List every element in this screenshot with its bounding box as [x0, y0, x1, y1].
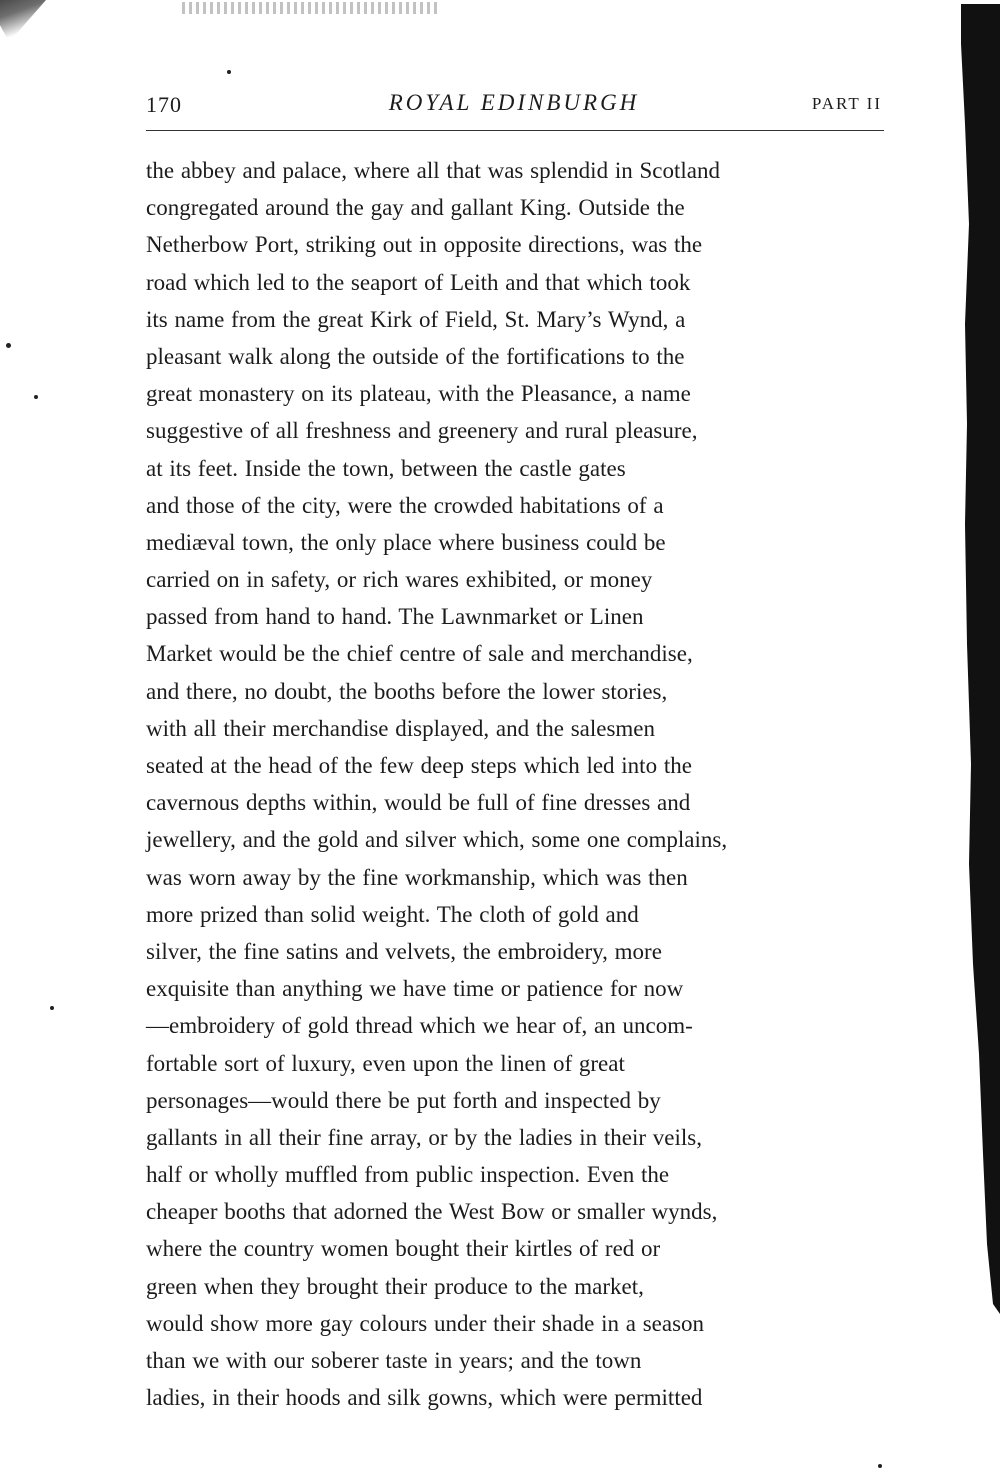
- text-line: fortable sort of luxury, even upon the linen of great: [146, 1050, 625, 1076]
- part-label: PART II: [811, 94, 882, 113]
- text-line: more prized than solid weight. The cloth of gold and: [146, 901, 639, 927]
- text-line: and those of the city, were the crowded habitations of a: [146, 492, 664, 518]
- scan-speck: [6, 343, 11, 348]
- text-line: pleasant walk along the outside of the fortifications to the: [146, 343, 685, 369]
- text-line: Netherbow Port, striking out in opposite directions, was the: [146, 232, 703, 258]
- text-line: congregated around the gay and gallant King. Outside the: [146, 195, 685, 221]
- text-line: its name from the great Kirk of Field, St. Mary’s Wynd, a: [146, 306, 686, 332]
- running-title: ROYAL EDINBURGH: [388, 90, 640, 115]
- scan-speck: [50, 1006, 54, 1010]
- binding-shadow-shape: [957, 4, 1000, 1314]
- text-line: with all their merchandise displayed, and the salesmen: [146, 715, 656, 741]
- text-line: where the country women bought their kirtles of red or: [146, 1236, 661, 1262]
- binding-shadow-edge: [957, 4, 1000, 1314]
- text-line: Market would be the chief centre of sale and merchandise,: [146, 641, 693, 667]
- text-line: mediæval town, the only place where business could be: [146, 529, 666, 555]
- scan-top-specks: [182, 2, 440, 14]
- text-line: silver, the fine satins and velvets, the embroidery, more: [146, 938, 662, 964]
- text-line: than we with our soberer taste in years; and the town: [146, 1348, 642, 1373]
- text-line: exquisite than anything we have time or patience for now: [146, 976, 684, 1002]
- text-line: jewellery, and the gold and silver which, some one complains,: [146, 827, 728, 853]
- text-line: suggestive of all freshness and greenery and rural pleasure,: [146, 418, 698, 444]
- running-header: [146, 88, 882, 124]
- text-line: and there, no doubt, the booths before the lower stories,: [146, 678, 668, 704]
- text-line: road which led to the seaport of Leith and that which took: [146, 269, 691, 295]
- text-line: at its feet. Inside the town, between the castle gates: [146, 455, 626, 481]
- text-line: green when they brought their produce to the market,: [146, 1273, 644, 1299]
- text-line: passed from hand to hand. The Lawnmarket or Linen: [146, 604, 644, 630]
- text-line: seated at the head of the few deep steps which led into the: [146, 753, 692, 778]
- text-line: gallants in all their fine array, or by the ladies in their veils,: [146, 1124, 702, 1150]
- scan-speck: [878, 1464, 882, 1468]
- scan-speck: [34, 395, 38, 399]
- text-line: ladies, in their hoods and silk gowns, which were permitted: [146, 1385, 703, 1411]
- text-line: carried on in safety, or rich wares exhibited, or money: [146, 567, 653, 593]
- text-line: cheaper booths that adorned the West Bow or smaller wynds,: [146, 1199, 718, 1225]
- text-line: would show more gay colours under their shade in a season: [146, 1310, 705, 1336]
- text-line: was worn away by the fine workmanship, which was then: [146, 864, 688, 890]
- text-line: cavernous depths within, would be full of fine dresses and: [146, 790, 691, 816]
- text-line: —embroidery of gold thread which we hear of, an uncom-: [146, 1013, 693, 1039]
- body-text: [146, 152, 884, 1416]
- text-line: the abbey and palace, where all that was splendid in Scotland: [146, 158, 720, 183]
- scan-speck: [227, 70, 231, 74]
- page-number: 170: [146, 92, 182, 117]
- text-line: personages—would there be put forth and inspected by: [146, 1087, 661, 1113]
- text-line: great monastery on its plateau, with the Pleasance, a name: [146, 381, 691, 407]
- header-rule: [146, 130, 884, 131]
- text-line: half or wholly muffled from public inspection. Even the: [146, 1162, 670, 1188]
- scan-corner-smudge: [0, 0, 46, 42]
